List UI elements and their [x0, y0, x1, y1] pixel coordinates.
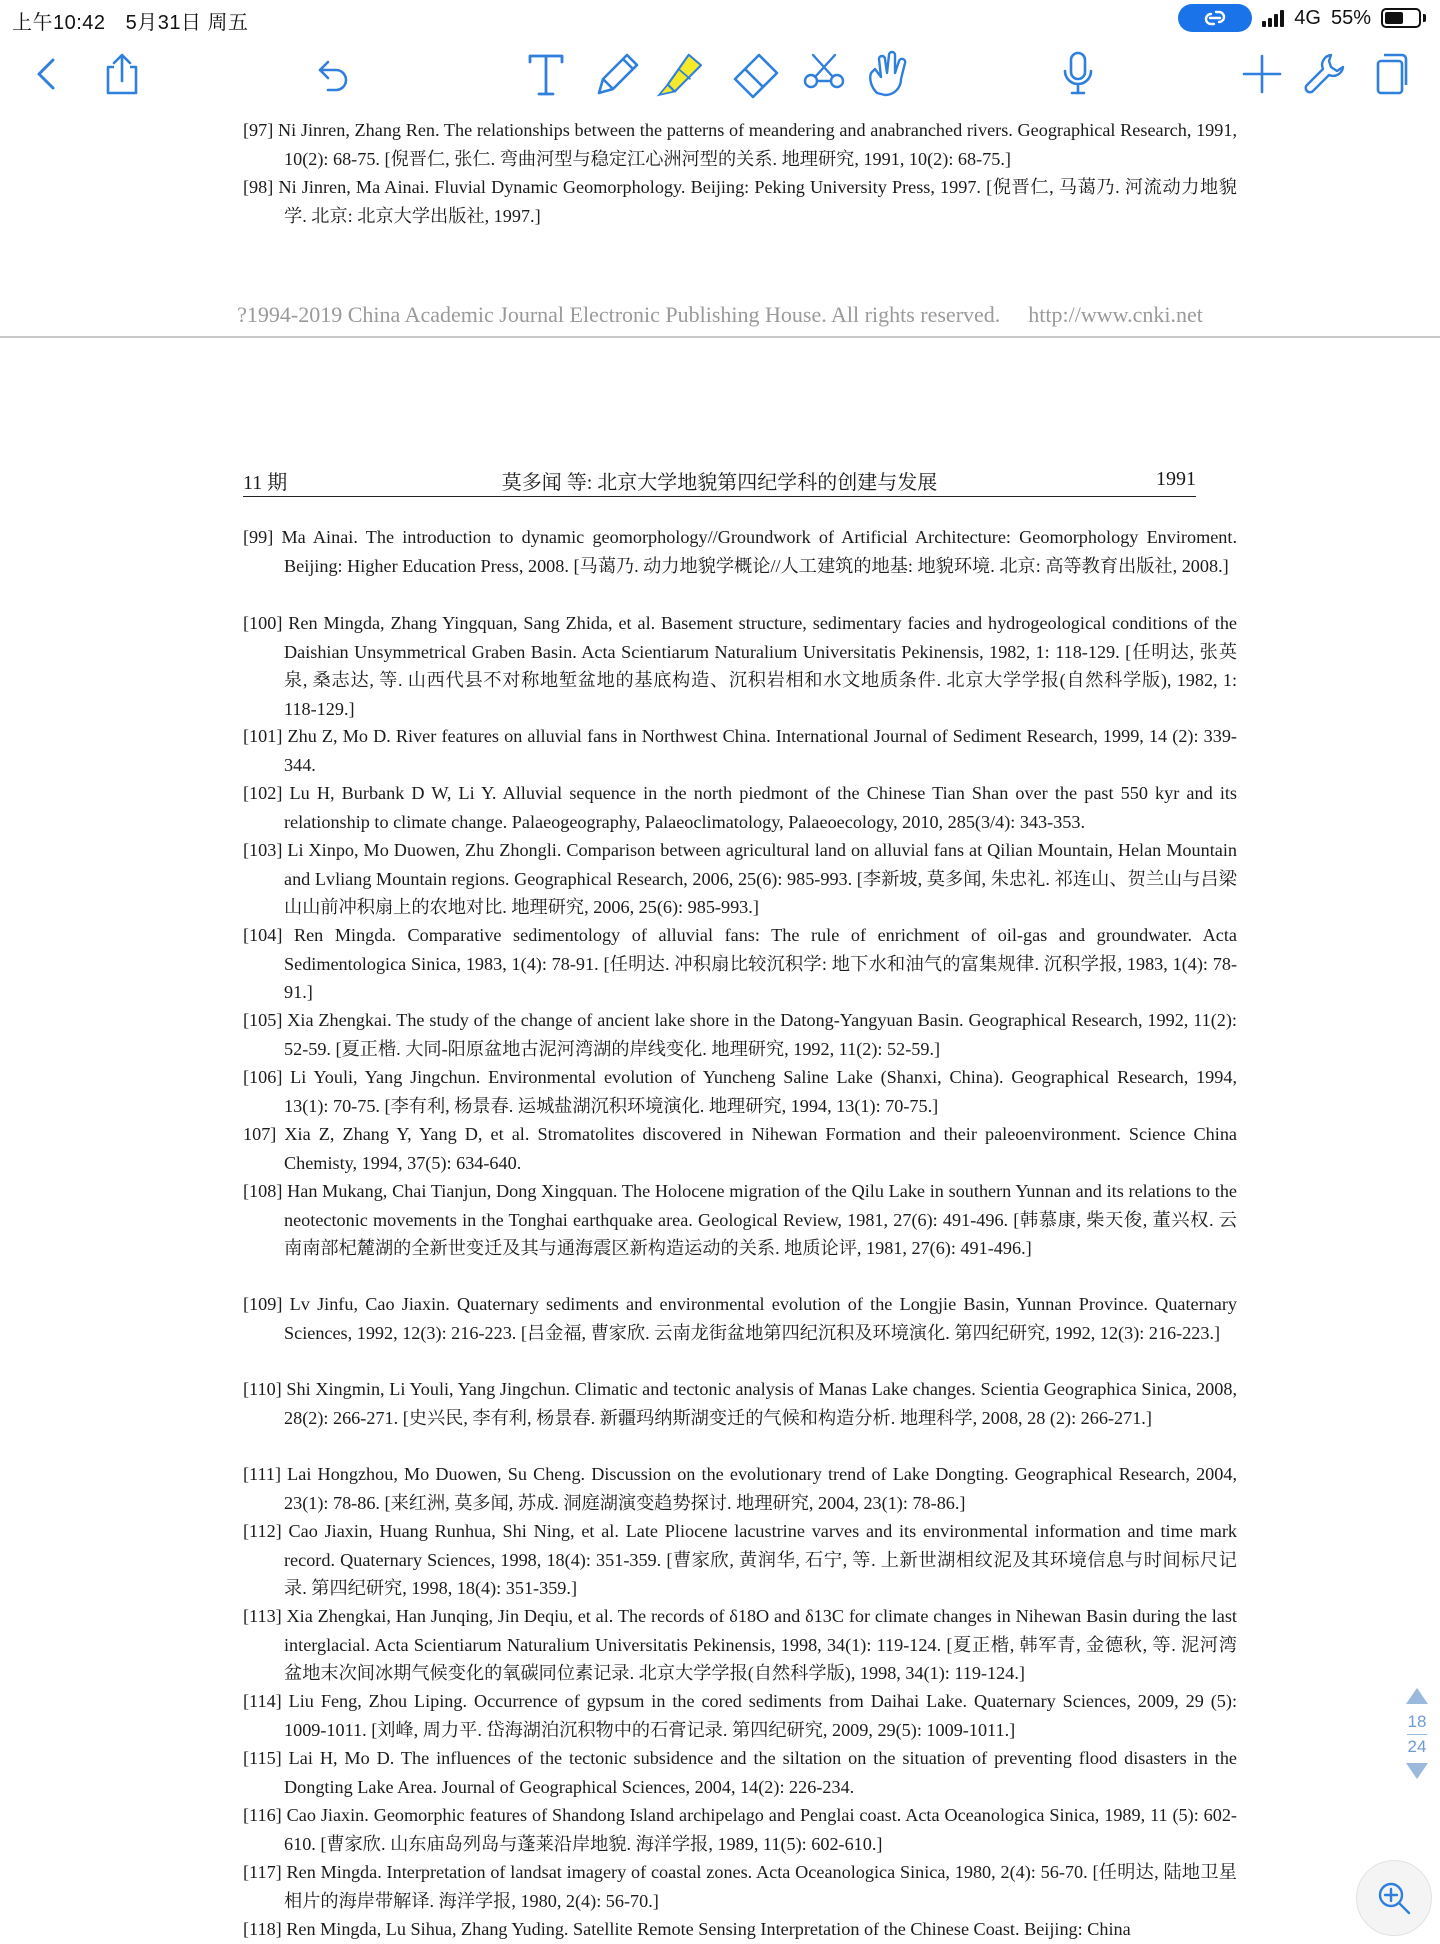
reference-entry: [104] Ren Mingda. Comparative sedimentology of alluvial fans: The rule of enrichment of oil-gas and groundwater. Acta Sedimentologica Sinica, 1983, 1(4): 78-91. [任明达. 冲积扇比较沉积学: 地下水和油气的富集规律. 沉积学报, 1983, 1(4): 78-91.] [243, 925, 1237, 1002]
reference-entry: [111] Lai Hongzhou, Mo Duowen, Su Cheng. Discussion on the evolutionary trend of Lake Dongting. Geographical Research, 2004, 23(1): 78-86. [来红洲, 莫多闻, 苏成. 洞庭湖演变趋势探讨. 地理研究, 2004, 23(1): 78-86.] [243, 1464, 1237, 1513]
reference-entry: [99] Ma Ainai. The introduction to dynamic geomorphology//Groundwork of Artificial Architecture: Geomorphology Enviroment. Beijing: Higher Education Press, 2008. [马蔼乃. 动力地貌学概论//人工建筑的地基: 地貌环境. 北京: 高等教育出版社, 2008.] [243, 527, 1237, 576]
text-tool-icon[interactable] [518, 46, 574, 102]
pdf-document-view[interactable] [0, 112, 1440, 1939]
total-pages: 24 [1407, 1737, 1427, 1756]
page-number: 1991 [1156, 468, 1196, 490]
undo-icon[interactable] [306, 46, 362, 102]
reference-entry: [100] Ren Mingda, Zhang Yingquan, Sang Zhida, et al. Basement structure, sedimentary facies and hydrogeological conditions of the Daishian Unsymmetrical Graben Basin. Acta Scientiarum Naturalium Universitatis Pekinensis, 1982, 1: 118-129. [任明达, 张英泉, 桑志达, 等. 山西代县不对称地堑盆地的基底构造、沉积岩相和水文地质条件. 北京大学学报(自然科学版), 1982, 1: 118-129.] [243, 613, 1237, 719]
reference-entry: [106] Li Youli, Yang Jingchun. Environmental evolution of Yuncheng Saline Lake (Shanxi, China). Geographical Research, 1994, 13(1): 70-75. [李有利, 杨景春. 运城盐湖沉积环境演化. 地理研究, 1994, 13(1): 70-75.] [243, 1067, 1237, 1116]
status-time: 上午10:42 [12, 12, 106, 34]
reference-entry: [112] Cao Jiaxin, Huang Runhua, Shi Ning, et al. Late Pliocene lacustrine varves and its environmental information and time mark record. Quaternary Sciences, 1998, 18(4): 351-359. [曹家欣, 黄润华, 石宁, 等. 上新世湖相纹泥及其环境信息与时间标尺记录. 第四纪研究, 1998, 18(4): 351-359.] [243, 1521, 1237, 1598]
reference-entry: [116] Cao Jiaxin. Geomorphic features of Shandong Island archipelago and Penglai coast. Acta Oceanologica Sinica, 1989, 11 (5): 602-610. [曹家欣. 山东庙岛列岛与蓬莱沿岸地貌. 海洋学报, 1989, 11(5): 602-610.] [243, 1805, 1237, 1854]
microphone-icon[interactable] [1050, 46, 1106, 102]
lasso-tool-icon[interactable] [796, 46, 852, 102]
reference-entry: 107] Xia Z, Zhang Y, Yang D, et al. Stromatolites discovered in Nihewan Formation and their paleoenvironment. Science China Chemisty, 1994, 37(5): 634-640. [243, 1124, 1237, 1173]
pages-icon[interactable] [1364, 46, 1420, 102]
highlighter-tool-icon[interactable] [652, 46, 708, 102]
share-icon[interactable] [94, 46, 150, 102]
reference-entry: [115] Lai H, Mo D. The influences of the tectonic subsidence and the siltation on the situation of preventing flood disasters in the Dongting Lake Area. Journal of Geographical Sciences, 2004, 14(2): 226-234. [243, 1748, 1237, 1797]
reference-entry: [109] Lv Jinfu, Cao Jiaxin. Quaternary sediments and environmental evolution of the Longjie Basin, Yunnan Province. Quaternary Sciences, 1992, 12(3): 216-223. [吕金福, 曹家欣. 云南龙街盆地第四纪沉积及环境演化. 第四纪研究, 1992, 12(3): 216-223.] [243, 1294, 1237, 1343]
issue-label: 11 期 [243, 472, 288, 494]
reference-entry: [118] Ren Mingda, Lu Sihua, Zhang Yuding. Satellite Remote Sensing Interpretation of the Chinese Coast. Beijing: China [243, 1919, 1131, 1939]
zoom-in-icon [1374, 1878, 1414, 1918]
reference-entry: [114] Liu Feng, Zhou Liping. Occurrence of gypsum in the cored sediments from Daihai Lake. Quaternary Sciences, 2009, 29 (5): 1009-1011. [刘峰, 周力平. 岱海湖泊沉积物中的石膏记录. 第四纪研究, 2009, 29(5): 1009-1011.] [243, 1691, 1237, 1740]
page-up-icon[interactable] [1406, 1688, 1428, 1704]
page-footer [0, 302, 1440, 328]
page-scrubber[interactable] [1400, 1688, 1434, 1808]
reference-entry: [97] Ni Jinren, Zhang Ren. The relationships between the patterns of meandering and anabranched rivers. Geographical Research, 1991, 10(2): 68-75. [倪晋仁, 张仁. 弯曲河型与稳定江心洲河型的关系. 地理研究, 1991, 10(2): 68-75.] [243, 120, 1237, 169]
status-date: 5月31日 周五 [125, 12, 249, 34]
annotation-toolbar [0, 34, 1440, 113]
status-right [1178, 4, 1426, 32]
reference-entry: [108] Han Mukang, Chai Tianjun, Dong Xingquan. The Holocene migration of the Qilu Lake in southern Yunnan and its relations to the neotectonic movements in the Tonghai earthquake area. Geological Review, 1981, 27(6): 491-496. [韩慕康, 柴天俊, 董兴权. 云南南部杞麓湖的全新世变迁及其与通海震区新构造运动的关系. 地质论评, 1981, 27(6): 491-496.] [243, 1181, 1237, 1258]
reference-entry: [103] Li Xinpo, Mo Duowen, Zhu Zhongli. Comparison between agricultural land on alluvial fans at Qilian Mountain, Helan Mountain and Lvliang Mountain regions. Geographical Research, 2006, 25(6): 985-993. [李新坡, 莫多闻, 朱忠礼. 祁连山、贺兰山与吕梁山山前冲积扇上的农地对比. 地理研究, 2006, 25(6): 985-993.] [243, 840, 1237, 917]
status-left [12, 6, 263, 35]
running-title: 莫多闻 等: 北京大学地貌第四纪学科的创建与发展 [501, 472, 938, 494]
status-bar [0, 0, 1440, 34]
settings-wrench-icon[interactable] [1298, 46, 1354, 102]
copyright-text: ?1994-2019 China Academic Journal Electronic Publishing House. All rights reserved. [237, 302, 1001, 327]
current-page: 18 [1407, 1712, 1427, 1731]
hotspot-link-icon[interactable] [1178, 4, 1252, 32]
reference-entry: [110] Shi Xingmin, Li Youli, Yang Jingchun. Climatic and tectonic analysis of Manas Lake changes. Scientia Geographica Sinica, 2008, 28(2): 266-271. [史兴民, 李有利, 杨景春. 新疆玛纳斯湖变迁的气候和构造分析. 地理科学, 2008, 28 (2): 266-271.] [243, 1379, 1237, 1428]
add-icon[interactable] [1234, 46, 1290, 102]
battery-icon [1381, 8, 1426, 28]
page-header [243, 466, 1196, 497]
zoom-in-button[interactable] [1356, 1860, 1432, 1936]
page-down-icon[interactable] [1406, 1763, 1428, 1779]
reference-entry: [105] Xia Zhengkai. The study of the change of ancient lake shore in the Datong-Yangyuan Basin. Geographical Research, 1992, 11(2): 52-59. [夏正楷. 大同-阳原盆地古泥河湾湖的岸线变化. 地理研究, 1992, 11(2): 52-59.] [243, 1010, 1237, 1059]
eraser-tool-icon[interactable] [728, 46, 784, 102]
network-type: 4G [1294, 6, 1321, 29]
reference-entry: [117] Ren Mingda. Interpretation of landsat imagery of coastal zones. Acta Oceanologica Sinica, 1980, 2(4): 56-70. [任明达, 陆地卫星相片的海岸带解译. 海洋学报, 1980, 2(4): 56-70.] [243, 1862, 1237, 1911]
reference-entry: [102] Lu H, Burbank D W, Li Y. Alluvial sequence in the north piedmont of the Chinese Tian Shan over the past 550 kyr and its relationship to climate change. Palaeogeography, Palaeoclimatology, Palaeoecology, 2010, 285(3/4): 343-353. [243, 783, 1237, 832]
back-icon[interactable] [18, 46, 74, 102]
page-divider [0, 336, 1440, 338]
reference-entry: [101] Zhu Z, Mo D. River features on alluvial fans in Northwest China. International Journal of Sediment Research, 1999, 14 (2): 339-344. [243, 726, 1237, 775]
battery-level-fill [1385, 12, 1403, 24]
battery-percent: 55% [1330, 6, 1371, 29]
pen-tool-icon[interactable] [588, 46, 644, 102]
reference-entry: [113] Xia Zhengkai, Han Junqing, Jin Deqiu, et al. The records of δ18O and δ13C for climate changes in Nihewan Basin during the last interglacial. Acta Scientiarum Naturalium Universitatis Pekinensis, 1998, 34(1): 119-124. [夏正楷, 韩军青, 金德秋, 等. 泥河湾盆地末次间冰期气候变化的氧碳同位素记录. 北京大学学报(自然科学版), 1998, 34(1): 119-124.] [243, 1606, 1237, 1683]
hand-tool-icon[interactable] [860, 46, 916, 102]
reference-entry: [98] Ni Jinren, Ma Ainai. Fluvial Dynamic Geomorphology. Beijing: Peking University Press, 1997. [倪晋仁, 马蔼乃. 河流动力地貌学. 北京: 北京大学出版社, 1997.] [243, 177, 1237, 226]
signal-strength-icon [1262, 9, 1284, 27]
footer-url: http://www.cnki.net [1028, 302, 1203, 327]
